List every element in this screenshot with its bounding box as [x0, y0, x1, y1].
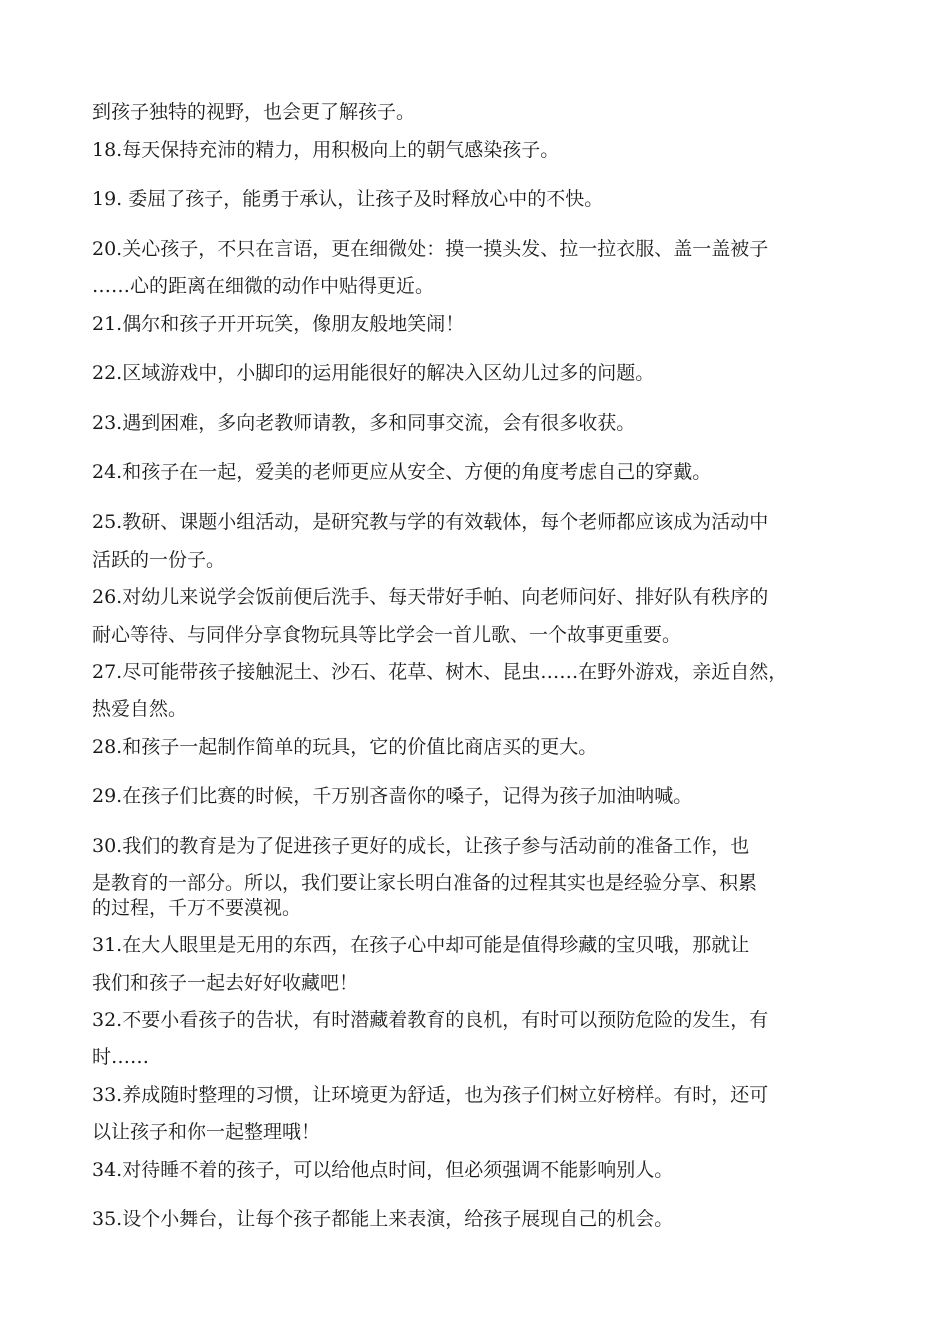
text-line: 26.对幼儿来说学会饭前便后洗手、每天带好手帕、向老师问好、排好队有秩序的 — [92, 586, 769, 608]
text-line: 以让孩子和你一起整理哦！ — [92, 1121, 321, 1143]
text-line: 热爱自然。 — [92, 698, 188, 720]
text-line: ……心的距离在细微的动作中贴得更近。 — [92, 275, 435, 297]
text-line: 33.养成随时整理的习惯，让环境更为舒适，也为孩子们树立好榜样。有时，还可 — [92, 1084, 769, 1106]
text-line: 21.偶尔和孩子开开玩笑，像朋友般地笑闹！ — [92, 313, 465, 335]
text-line: 28.和孩子一起制作简单的玩具，它的价值比商店买的更大。 — [92, 736, 598, 758]
text-line: 31.在大人眼里是无用的东西，在孩子心中却可能是值得珍藏的宝贝哦，那就让 — [92, 934, 750, 956]
text-line: 22.区域游戏中，小脚印的运用能很好的解决入区幼儿过多的问题。 — [92, 362, 655, 384]
text-line: 23.遇到困难，多向老教师请教，多和同事交流，会有很多收获。 — [92, 412, 636, 434]
text-line: 27.尽可能带孩子接触泥土、沙石、花草、树木、昆虫……在野外游戏，亲近自然， — [92, 661, 788, 683]
text-line: 24.和孩子在一起，爱美的老师更应从安全、方便的角度考虑自己的穿戴。 — [92, 461, 712, 483]
text-line: 的过程，千万不要漠视。 — [92, 897, 302, 919]
text-line: 到孩子独特的视野，也会更了解孩子。 — [92, 101, 416, 123]
text-line: 我们和孩子一起去好好收藏吧！ — [92, 972, 359, 994]
text-line: 25.教研、课题小组活动，是研究教与学的有效载体，每个老师都应该成为活动中 — [92, 511, 769, 533]
text-line: 是教育的一部分。所以，我们要让家长明白准备的过程其实也是经验分享、积累 — [92, 872, 758, 894]
text-line: 29.在孩子们比赛的时候，千万别吝啬你的嗓子，记得为孩子加油呐喊。 — [92, 785, 693, 807]
text-line: 耐心等待、与同伴分享食物玩具等比学会一首儿歌、一个故事更重要。 — [92, 624, 682, 646]
text-line: 19. 委屈了孩子，能勇于承认，让孩子及时释放心中的不快。 — [92, 188, 604, 210]
text-line: 30.我们的教育是为了促进孩子更好的成长，让孩子参与活动前的准备工作，也 — [92, 835, 750, 857]
text-line: 35.设个小舞台，让每个孩子都能上来表演，给孩子展现自己的机会。 — [92, 1208, 674, 1230]
text-line: 32.不要小看孩子的告状，有时潜藏着教育的良机，有时可以预防危险的发生，有 — [92, 1009, 769, 1031]
text-line: 活跃的一份子。 — [92, 549, 226, 571]
text-line: 18.每天保持充沛的精力，用积极向上的朝气感染孩子。 — [92, 139, 560, 161]
text-line: 20.关心孩子，不只在言语，更在细微处：摸一摸头发、拉一拉衣服、盖一盖被子 — [92, 238, 769, 260]
text-line: 时…… — [92, 1046, 150, 1068]
text-line: 34.对待睡不着的孩子，可以给他点时间，但必须强调不能影响别人。 — [92, 1159, 674, 1181]
